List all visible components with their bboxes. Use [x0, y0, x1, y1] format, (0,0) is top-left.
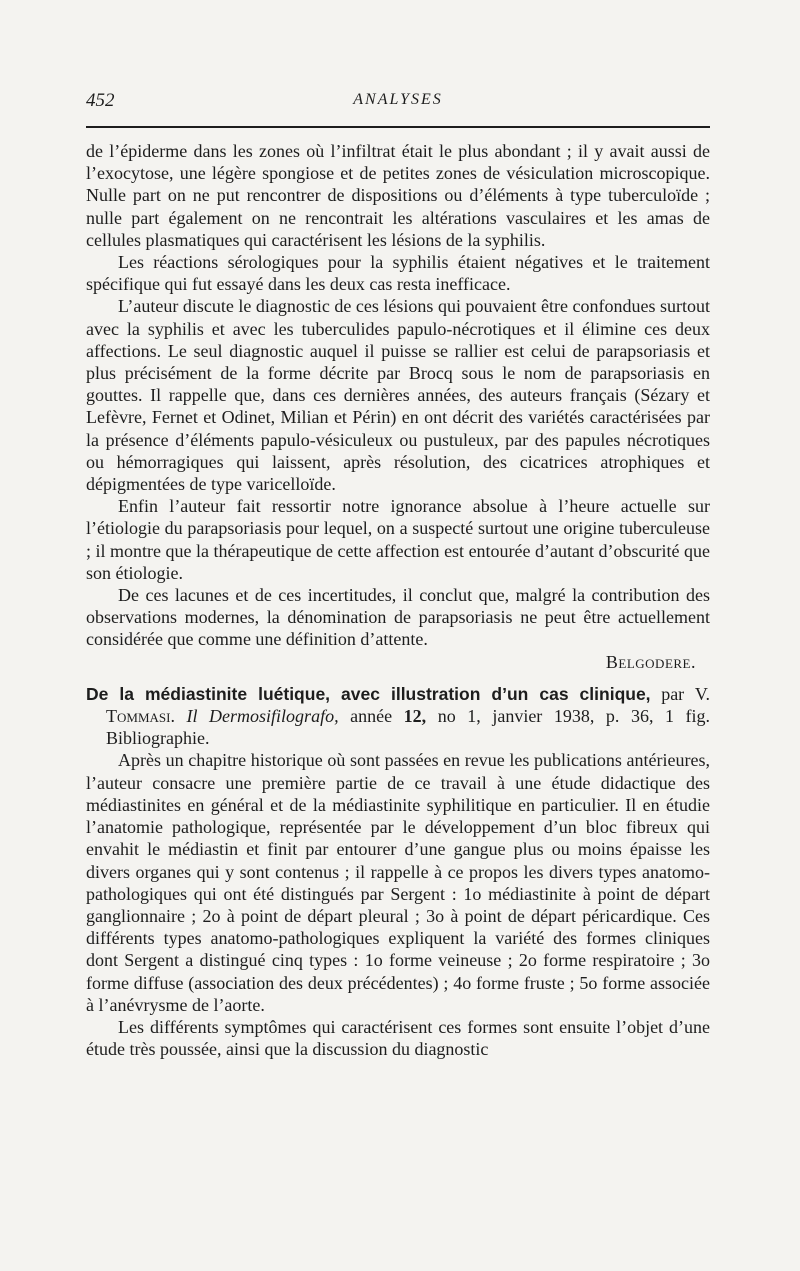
article-volume: 12,: [403, 706, 427, 727]
running-title: ANALYSES: [353, 91, 443, 108]
paragraph-conclusion: De ces lacunes et de ces incertitudes, il conclut que, malgré la contribution des observations modernes, la dénomination de parapsoriasis ne peut être actuellement considérée que comme une définition d’attente.: [86, 585, 710, 650]
paragraph-etiology: Enfin l’auteur fait ressortir notre ignorance absolue à l’heure actuelle sur l’étiologie du parapsoriasis pour lequel, on a suspecté surtout une origine tuberculeuse ; il montre que la thérapeutique de cette affection est entourée d’autant d’obscurité que son étiologie.: [86, 496, 710, 583]
paragraph-symptoms: Les différents symptômes qui caractérisent ces formes sont ensuite l’objet d’une étude très poussée, ainsi que la discussion du diagnostic: [86, 1016, 710, 1060]
page-number: 452: [86, 90, 115, 111]
paragraph-continuation: de l’épiderme dans les zones où l’infiltrat était le plus abondant ; il y avait aussi de l’exocytose, une légère spongiose et de petites zones de vésiculation microscopique. Nulle part on ne put rencontrer de dispositions ou d’éléments à type tuberculoïde ; nulle part également on ne rencontrait les altérations vasculaires et les amas de cellules plasmatiques qui caractérisent les lésions de la syphilis.: [86, 141, 710, 250]
article-issue: no 1, janvier 1938, p. 36, 1 fig. Bibliographie.: [106, 706, 711, 749]
article-heading: [86, 683, 710, 750]
article-body: [86, 140, 710, 1060]
page: [86, 90, 711, 1060]
page-header: [86, 90, 710, 114]
signature: Belgodere.: [605, 651, 696, 672]
article-year-label: année: [350, 706, 393, 727]
article-title: De la médiastinite luétique, avec illustration d’un cas clinique,: [86, 683, 651, 704]
article-author: V. Tommasi.: [106, 683, 710, 727]
paragraph-diagnosis: L’auteur discute le diagnostic de ces lésions qui pouvaient être confondues surtout avec la syphilis et avec les tuberculides papulo-nécrotiques et il élimine ces deux affections. Le seul diagnostic auquel il puisse se rallier est celui de parapsoriasis et plus précisément de la forme décrite par Brocq sous le nom de parapsoriasis en gouttes. Il rappelle que, dans ces dernières années, des auteurs français (Sézary et Lefèvre, Fernet et Odinet, Milian et Périn) en ont décrit des variétés caractérisées par la présence d’éléments papulo-vésiculeux ou pustuleux, par des papules nécrotiques ou hémorragiques qui laissent, après résolution, des cicatrices atrophiques et dépigmentées de type varicelloïde.: [86, 296, 710, 495]
header-rule: [86, 126, 710, 128]
paragraph-overview: Après un chapitre historique où sont passées en revue les publications antérieures, l’auteur consacre une première partie de ce travail à une étude didactique des médiastinites en général et de la médiastinite syphilitique en particulier. Il en étudie l’anatomie pathologique, représentée par le développement d’un bloc fibreux qui envahit le médiastin et finit par entourer d’une gangue plus ou moins épaisse les divers organes qui y sont contenus ; il rappelle à ce propos les divers types anatomo-pathologiques qui ont été distingués par Sergent : 1o médiastinite à point de départ ganglionnaire ; 2o à point de départ pleural ; 3o à point de départ péricardique. Ces différents types anatomo-pathologiques expliquent la variété des formes cliniques dont Sergent a distingué cinq types : 1o forme veineuse ; 2o forme respiratoire ; 3o forme diffuse (association des deux précédentes) ; 4o forme fruste ; 5o forme associée à l’anévrysme de l’aorte.: [86, 750, 710, 1015]
article-journal: Il Dermosifilografo,: [186, 706, 339, 727]
article-by: par: [661, 683, 685, 704]
paragraph-serology: Les réactions sérologiques pour la syphilis étaient négatives et le traitement spécifique qui fut essayé dans les deux cas resta inefficace.: [86, 252, 710, 295]
